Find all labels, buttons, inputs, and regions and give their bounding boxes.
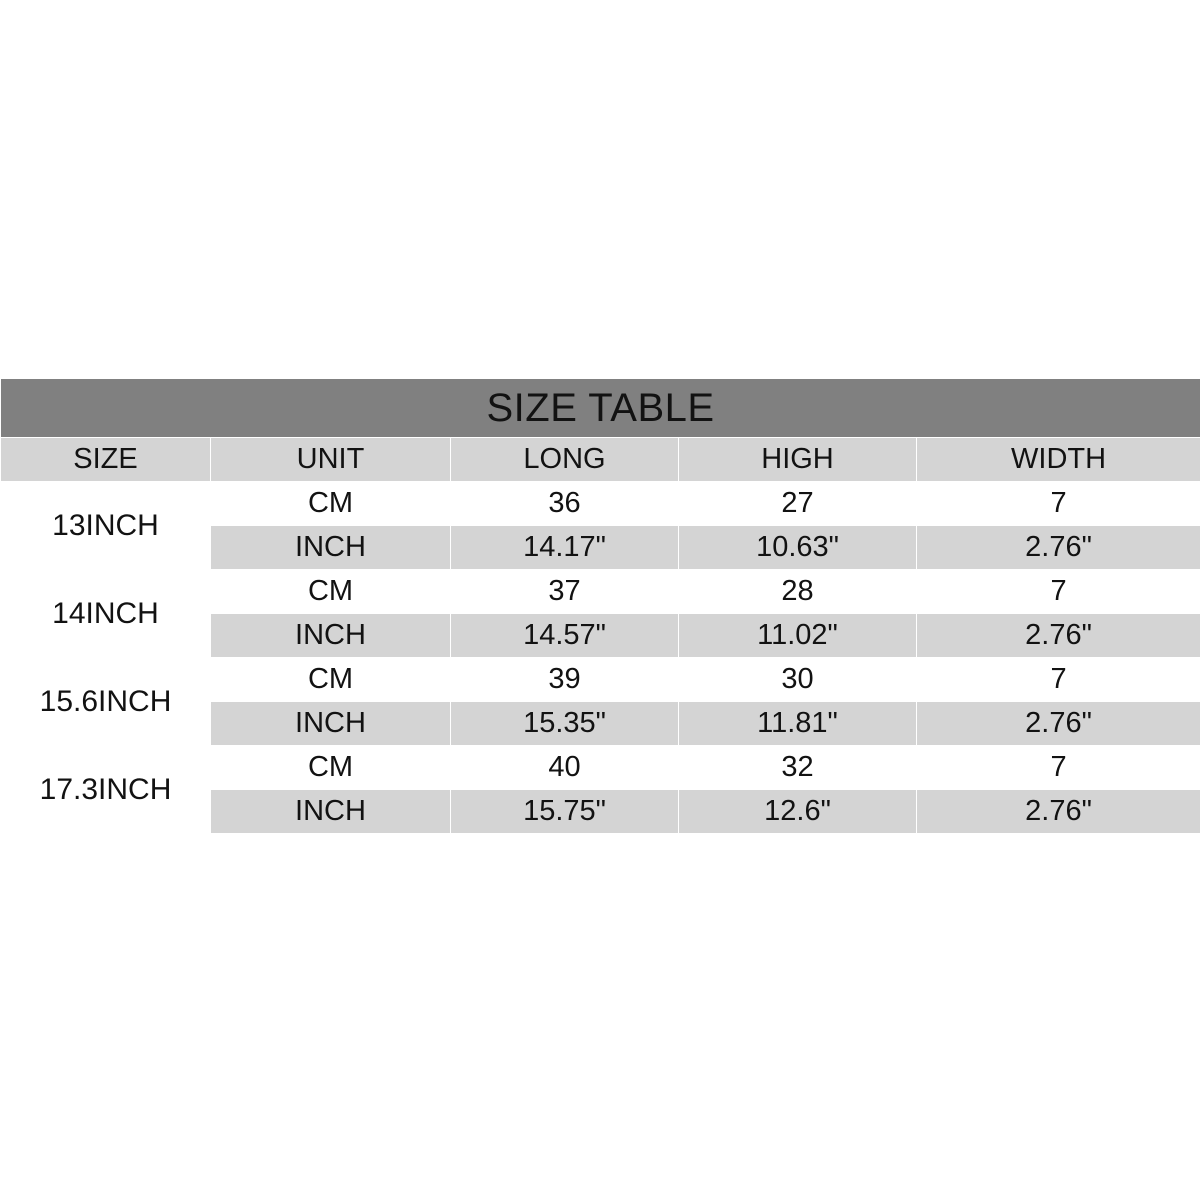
table-title-row xyxy=(1,379,1200,438)
width-value: 2.76" xyxy=(917,614,1200,658)
high-value: 11.81" xyxy=(679,702,917,746)
table-title: SIZE TABLE xyxy=(1,379,1200,438)
high-value: 28 xyxy=(679,570,917,614)
width-value: 2.76" xyxy=(917,702,1200,746)
column-header-high: HIGH xyxy=(679,438,917,482)
high-value: 32 xyxy=(679,746,917,790)
unit-value: INCH xyxy=(211,614,451,658)
table-row xyxy=(1,482,1200,526)
width-value: 7 xyxy=(917,746,1200,790)
unit-value: CM xyxy=(211,570,451,614)
width-value: 2.76" xyxy=(917,790,1200,834)
long-value: 14.57" xyxy=(451,614,679,658)
high-value: 12.6" xyxy=(679,790,917,834)
size-table-container xyxy=(0,378,1200,834)
unit-value: INCH xyxy=(211,702,451,746)
long-value: 15.35" xyxy=(451,702,679,746)
width-value: 7 xyxy=(917,570,1200,614)
width-value: 7 xyxy=(917,658,1200,702)
long-value: 15.75" xyxy=(451,790,679,834)
high-value: 27 xyxy=(679,482,917,526)
high-value: 10.63" xyxy=(679,526,917,570)
table-row xyxy=(1,746,1200,790)
high-value: 30 xyxy=(679,658,917,702)
column-header-size: SIZE xyxy=(1,438,211,482)
column-header-long: LONG xyxy=(451,438,679,482)
unit-value: CM xyxy=(211,746,451,790)
width-value: 7 xyxy=(917,482,1200,526)
table-row xyxy=(1,658,1200,702)
high-value: 11.02" xyxy=(679,614,917,658)
size-label: 17.3INCH xyxy=(1,746,211,834)
unit-value: INCH xyxy=(211,790,451,834)
unit-value: INCH xyxy=(211,526,451,570)
long-value: 37 xyxy=(451,570,679,614)
width-value: 2.76" xyxy=(917,526,1200,570)
long-value: 36 xyxy=(451,482,679,526)
long-value: 40 xyxy=(451,746,679,790)
long-value: 14.17" xyxy=(451,526,679,570)
unit-value: CM xyxy=(211,658,451,702)
unit-value: CM xyxy=(211,482,451,526)
long-value: 39 xyxy=(451,658,679,702)
table-row xyxy=(1,570,1200,614)
size-label: 15.6INCH xyxy=(1,658,211,746)
column-header-unit: UNIT xyxy=(211,438,451,482)
size-table xyxy=(0,378,1200,834)
size-label: 13INCH xyxy=(1,482,211,570)
size-label: 14INCH xyxy=(1,570,211,658)
table-header-row xyxy=(1,438,1200,482)
column-header-width: WIDTH xyxy=(917,438,1200,482)
